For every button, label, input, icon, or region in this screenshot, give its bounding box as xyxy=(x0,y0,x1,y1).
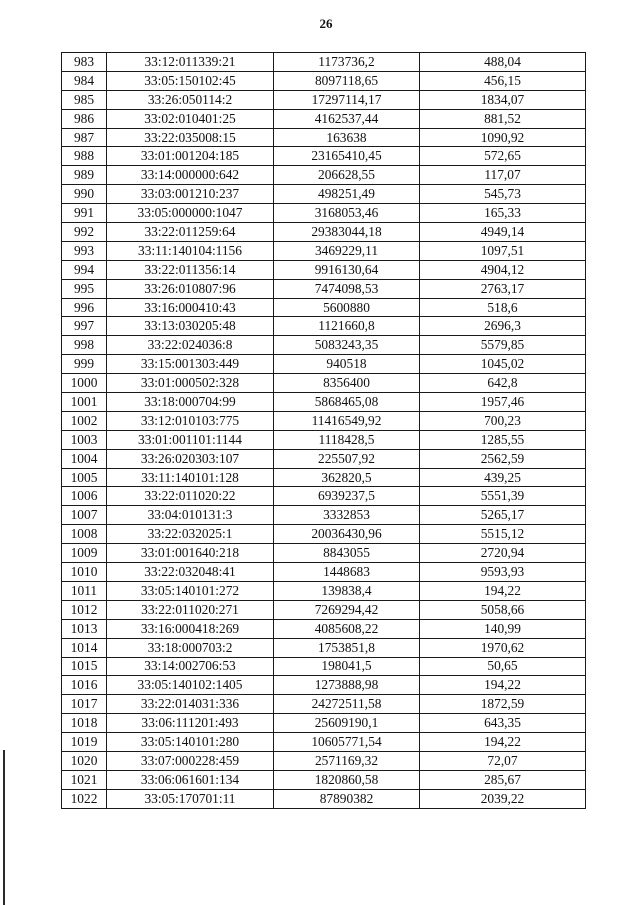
cadastral-number-cell: 33:06:111201:493 xyxy=(107,714,274,733)
table-row xyxy=(62,336,586,355)
cadastral-number-cell: 33:13:030205:48 xyxy=(107,317,274,336)
row-number-cell: 1000 xyxy=(62,374,107,393)
area-cell: 1045,02 xyxy=(420,355,586,374)
cadastral-number-cell: 33:15:001303:449 xyxy=(107,355,274,374)
cadastral-number-cell: 33:11:140101:128 xyxy=(107,468,274,487)
cadastral-value-cell: 225507,92 xyxy=(274,449,420,468)
cadastral-number-cell: 33:01:001101:1144 xyxy=(107,430,274,449)
table-row xyxy=(62,657,586,676)
cadastral-value-cell: 940518 xyxy=(274,355,420,374)
cadastral-number-cell: 33:05:140102:1405 xyxy=(107,676,274,695)
cadastral-number-cell: 33:22:011259:64 xyxy=(107,223,274,242)
scan-edge-line xyxy=(3,750,5,905)
area-cell: 881,52 xyxy=(420,109,586,128)
area-cell: 194,22 xyxy=(420,733,586,752)
table-row xyxy=(62,600,586,619)
area-cell: 1957,46 xyxy=(420,393,586,412)
cadastral-number-cell: 33:16:000418:269 xyxy=(107,619,274,638)
cadastral-number-cell: 33:05:140101:280 xyxy=(107,733,274,752)
row-number-cell: 997 xyxy=(62,317,107,336)
cadastral-number-cell: 33:01:000502:328 xyxy=(107,374,274,393)
cadastral-value-cell: 9916130,64 xyxy=(274,260,420,279)
row-number-cell: 996 xyxy=(62,298,107,317)
cadastral-number-cell: 33:18:000703:2 xyxy=(107,638,274,657)
row-number-cell: 1001 xyxy=(62,393,107,412)
area-cell: 1970,62 xyxy=(420,638,586,657)
cadastral-value-cell: 23165410,45 xyxy=(274,147,420,166)
cadastral-number-cell: 33:11:140104:1156 xyxy=(107,241,274,260)
table-row xyxy=(62,449,586,468)
cadastral-number-cell: 33:01:001204:185 xyxy=(107,147,274,166)
cadastral-value-cell: 1448683 xyxy=(274,563,420,582)
table-row xyxy=(62,638,586,657)
cadastral-value-cell: 1753851,8 xyxy=(274,638,420,657)
table-row xyxy=(62,789,586,808)
row-number-cell: 1020 xyxy=(62,751,107,770)
area-cell: 439,25 xyxy=(420,468,586,487)
area-cell: 9593,93 xyxy=(420,563,586,582)
cadastral-value-cell: 29383044,18 xyxy=(274,223,420,242)
row-number-cell: 1006 xyxy=(62,487,107,506)
table-row xyxy=(62,563,586,582)
table-row xyxy=(62,147,586,166)
cadastral-number-cell: 33:01:001640:218 xyxy=(107,544,274,563)
area-cell: 2720,94 xyxy=(420,544,586,563)
cadastral-value-cell: 3469229,11 xyxy=(274,241,420,260)
area-cell: 72,07 xyxy=(420,751,586,770)
area-cell: 5265,17 xyxy=(420,506,586,525)
cadastral-value-cell: 5600880 xyxy=(274,298,420,317)
table-row xyxy=(62,317,586,336)
cadastral-value-cell: 20036430,96 xyxy=(274,525,420,544)
table-row xyxy=(62,128,586,147)
cadastral-number-cell: 33:26:010807:96 xyxy=(107,279,274,298)
data-table xyxy=(61,52,586,809)
cadastral-value-cell: 7269294,42 xyxy=(274,600,420,619)
cadastral-number-cell: 33:22:024036:8 xyxy=(107,336,274,355)
cadastral-number-cell: 33:22:011356:14 xyxy=(107,260,274,279)
row-number-cell: 988 xyxy=(62,147,107,166)
row-number-cell: 1009 xyxy=(62,544,107,563)
row-number-cell: 1008 xyxy=(62,525,107,544)
table-row xyxy=(62,223,586,242)
table-row xyxy=(62,714,586,733)
row-number-cell: 992 xyxy=(62,223,107,242)
table-row xyxy=(62,393,586,412)
row-number-cell: 1002 xyxy=(62,411,107,430)
area-cell: 5515,12 xyxy=(420,525,586,544)
cadastral-number-cell: 33:22:032025:1 xyxy=(107,525,274,544)
row-number-cell: 985 xyxy=(62,90,107,109)
cadastral-value-cell: 8356400 xyxy=(274,374,420,393)
cadastral-value-cell: 3332853 xyxy=(274,506,420,525)
row-number-cell: 1010 xyxy=(62,563,107,582)
area-cell: 700,23 xyxy=(420,411,586,430)
row-number-cell: 995 xyxy=(62,279,107,298)
table-row xyxy=(62,506,586,525)
row-number-cell: 990 xyxy=(62,185,107,204)
row-number-cell: 987 xyxy=(62,128,107,147)
row-number-cell: 989 xyxy=(62,166,107,185)
table-row xyxy=(62,166,586,185)
row-number-cell: 1014 xyxy=(62,638,107,657)
table-row xyxy=(62,355,586,374)
cadastral-number-cell: 33:22:032048:41 xyxy=(107,563,274,582)
cadastral-number-cell: 33:04:010131:3 xyxy=(107,506,274,525)
table-row xyxy=(62,204,586,223)
table-row xyxy=(62,770,586,789)
row-number-cell: 998 xyxy=(62,336,107,355)
cadastral-value-cell: 498251,49 xyxy=(274,185,420,204)
page-number: 26 xyxy=(319,16,333,31)
table-row xyxy=(62,751,586,770)
cadastral-value-cell: 1273888,98 xyxy=(274,676,420,695)
cadastral-value-cell: 5868465,08 xyxy=(274,393,420,412)
table-row xyxy=(62,279,586,298)
cadastral-number-cell: 33:26:020303:107 xyxy=(107,449,274,468)
row-number-cell: 999 xyxy=(62,355,107,374)
area-cell: 117,07 xyxy=(420,166,586,185)
row-number-cell: 1015 xyxy=(62,657,107,676)
cadastral-number-cell: 33:02:010401:25 xyxy=(107,109,274,128)
cadastral-value-cell: 362820,5 xyxy=(274,468,420,487)
cadastral-number-cell: 33:16:000410:43 xyxy=(107,298,274,317)
row-number-cell: 1019 xyxy=(62,733,107,752)
area-cell: 518,6 xyxy=(420,298,586,317)
cadastral-value-cell: 4162537,44 xyxy=(274,109,420,128)
table-row xyxy=(62,71,586,90)
cadastral-value-cell: 198041,5 xyxy=(274,657,420,676)
cadastral-value-cell: 5083243,35 xyxy=(274,336,420,355)
table-row xyxy=(62,676,586,695)
area-cell: 2562,59 xyxy=(420,449,586,468)
cadastral-number-cell: 33:22:011020:22 xyxy=(107,487,274,506)
table-row xyxy=(62,241,586,260)
row-number-cell: 984 xyxy=(62,71,107,90)
table-body xyxy=(62,53,586,809)
area-cell: 642,8 xyxy=(420,374,586,393)
table-row xyxy=(62,260,586,279)
table-row xyxy=(62,109,586,128)
area-cell: 2039,22 xyxy=(420,789,586,808)
cadastral-value-cell: 8097118,65 xyxy=(274,71,420,90)
area-cell: 643,35 xyxy=(420,714,586,733)
row-number-cell: 1004 xyxy=(62,449,107,468)
area-cell: 488,04 xyxy=(420,53,586,72)
cadastral-number-cell: 33:03:001210:237 xyxy=(107,185,274,204)
cadastral-value-cell: 1173736,2 xyxy=(274,53,420,72)
area-cell: 5551,39 xyxy=(420,487,586,506)
cadastral-value-cell: 1121660,8 xyxy=(274,317,420,336)
cadastral-number-cell: 33:07:000228:459 xyxy=(107,751,274,770)
row-number-cell: 994 xyxy=(62,260,107,279)
area-cell: 456,15 xyxy=(420,71,586,90)
table-row xyxy=(62,53,586,72)
table-row xyxy=(62,468,586,487)
cadastral-number-cell: 33:05:170701:11 xyxy=(107,789,274,808)
area-cell: 1872,59 xyxy=(420,695,586,714)
area-cell: 572,65 xyxy=(420,147,586,166)
cadastral-number-cell: 33:14:002706:53 xyxy=(107,657,274,676)
area-cell: 1285,55 xyxy=(420,430,586,449)
table-row xyxy=(62,430,586,449)
row-number-cell: 1018 xyxy=(62,714,107,733)
row-number-cell: 1021 xyxy=(62,770,107,789)
area-cell: 1090,92 xyxy=(420,128,586,147)
row-number-cell: 1005 xyxy=(62,468,107,487)
area-cell: 285,67 xyxy=(420,770,586,789)
row-number-cell: 991 xyxy=(62,204,107,223)
cadastral-value-cell: 10605771,54 xyxy=(274,733,420,752)
cadastral-value-cell: 17297114,17 xyxy=(274,90,420,109)
row-number-cell: 983 xyxy=(62,53,107,72)
cadastral-value-cell: 25609190,1 xyxy=(274,714,420,733)
area-cell: 140,99 xyxy=(420,619,586,638)
table-row xyxy=(62,695,586,714)
cadastral-value-cell: 24272511,58 xyxy=(274,695,420,714)
cadastral-number-cell: 33:05:000000:1047 xyxy=(107,204,274,223)
table-row xyxy=(62,185,586,204)
row-number-cell: 1007 xyxy=(62,506,107,525)
row-number-cell: 1013 xyxy=(62,619,107,638)
cadastral-value-cell: 163638 xyxy=(274,128,420,147)
table-row xyxy=(62,487,586,506)
area-cell: 1097,51 xyxy=(420,241,586,260)
area-cell: 5058,66 xyxy=(420,600,586,619)
area-cell: 165,33 xyxy=(420,204,586,223)
area-cell: 545,73 xyxy=(420,185,586,204)
table-row xyxy=(62,298,586,317)
cadastral-value-cell: 4085608,22 xyxy=(274,619,420,638)
row-number-cell: 1016 xyxy=(62,676,107,695)
area-cell: 50,65 xyxy=(420,657,586,676)
table-row xyxy=(62,581,586,600)
cadastral-number-cell: 33:18:000704:99 xyxy=(107,393,274,412)
cadastral-number-cell: 33:26:050114:2 xyxy=(107,90,274,109)
cadastral-number-cell: 33:22:035008:15 xyxy=(107,128,274,147)
row-number-cell: 1017 xyxy=(62,695,107,714)
area-cell: 194,22 xyxy=(420,676,586,695)
area-cell: 2763,17 xyxy=(420,279,586,298)
row-number-cell: 1012 xyxy=(62,600,107,619)
cadastral-value-cell: 87890382 xyxy=(274,789,420,808)
table-row xyxy=(62,90,586,109)
cadastral-value-cell: 7474098,53 xyxy=(274,279,420,298)
cadastral-value-cell: 6939237,5 xyxy=(274,487,420,506)
cadastral-number-cell: 33:06:061601:134 xyxy=(107,770,274,789)
row-number-cell: 1011 xyxy=(62,581,107,600)
area-cell: 1834,07 xyxy=(420,90,586,109)
cadastral-value-cell: 11416549,92 xyxy=(274,411,420,430)
cadastral-value-cell: 3168053,46 xyxy=(274,204,420,223)
table-row xyxy=(62,733,586,752)
cadastral-number-cell: 33:12:010103:775 xyxy=(107,411,274,430)
cadastral-value-cell: 8843055 xyxy=(274,544,420,563)
area-cell: 2696,3 xyxy=(420,317,586,336)
area-cell: 194,22 xyxy=(420,581,586,600)
cadastral-number-cell: 33:12:011339:21 xyxy=(107,53,274,72)
cadastral-value-cell: 139838,4 xyxy=(274,581,420,600)
cadastral-number-cell: 33:22:014031:336 xyxy=(107,695,274,714)
row-number-cell: 993 xyxy=(62,241,107,260)
cadastral-number-cell: 33:05:140101:272 xyxy=(107,581,274,600)
cadastral-number-cell: 33:22:011020:271 xyxy=(107,600,274,619)
table-row xyxy=(62,525,586,544)
cadastral-number-cell: 33:14:000000:642 xyxy=(107,166,274,185)
row-number-cell: 986 xyxy=(62,109,107,128)
table-row xyxy=(62,544,586,563)
cadastral-value-cell: 206628,55 xyxy=(274,166,420,185)
cadastral-value-cell: 2571169,32 xyxy=(274,751,420,770)
cadastral-value-cell: 1820860,58 xyxy=(274,770,420,789)
table-row xyxy=(62,411,586,430)
area-cell: 4949,14 xyxy=(420,223,586,242)
table-row xyxy=(62,619,586,638)
cadastral-value-cell: 1118428,5 xyxy=(274,430,420,449)
row-number-cell: 1022 xyxy=(62,789,107,808)
cadastral-number-cell: 33:05:150102:45 xyxy=(107,71,274,90)
table-row xyxy=(62,374,586,393)
row-number-cell: 1003 xyxy=(62,430,107,449)
area-cell: 4904,12 xyxy=(420,260,586,279)
area-cell: 5579,85 xyxy=(420,336,586,355)
